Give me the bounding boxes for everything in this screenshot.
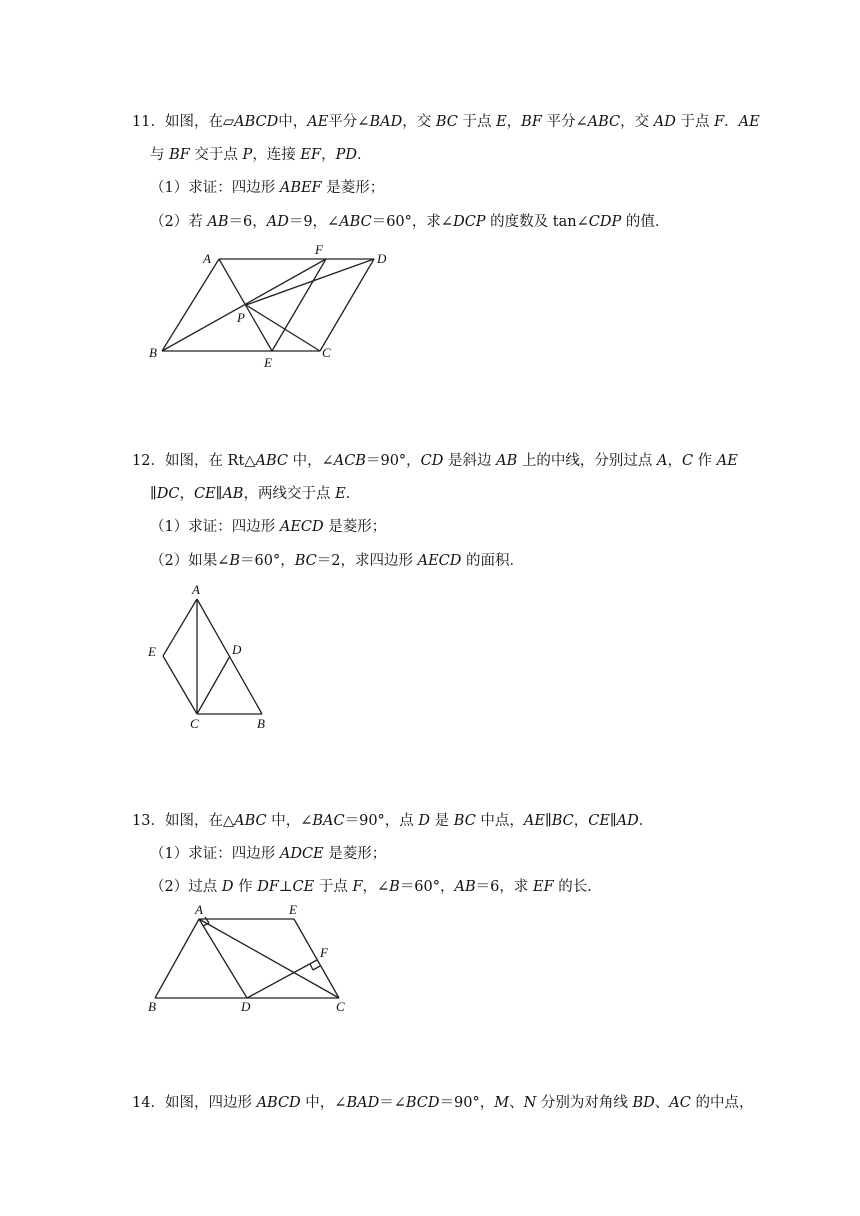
p13-line-1: 13．如图，在△ABC 中，∠BAC＝90°，点 D 是 BC 中点，AE∥BC，CE∥AD．	[132, 813, 654, 829]
p13-label-F: F	[320, 945, 328, 960]
p13-label-B: B	[148, 999, 156, 1014]
p12-label-E: E	[148, 644, 156, 659]
p13-edge-EC	[294, 919, 339, 998]
p13-edge-AB	[155, 919, 199, 998]
p11-part-1: （1）求证：四边形 ABEF 是菱形；	[150, 180, 385, 196]
p12-part-2: （2）如果∠B＝60°，BC＝2，求四边形 AECD 的面积．	[150, 553, 524, 569]
p14-line-1: 14．如图，四边形 ABCD 中，∠BAD＝∠BCD＝90°，M、N 分别为对角线 BD、AC 的中点，	[132, 1095, 754, 1111]
p12-label-A: A	[192, 582, 200, 597]
p11-label-F: F	[315, 242, 323, 257]
p13-label-C: C	[336, 999, 345, 1014]
p13-label-E: E	[289, 902, 297, 917]
p12-line-1: 12．如图，在 Rt△ABC 中，∠ACB＝90°，CD 是斜边 AB 上的中线，分别过点 A，C 作 AE	[132, 453, 738, 469]
p13-right-angle-F2	[313, 966, 320, 970]
p13-right-angle-F1	[310, 964, 313, 970]
p13-edge-AD	[199, 919, 247, 998]
p13-part-1: （1）求证：四边形 ADCE 是菱形；	[150, 846, 387, 862]
p11-line-2: 与 BF 交于点 P，连接 EF，PD．	[150, 147, 372, 163]
p11-label-P: P	[237, 310, 245, 325]
p11-label-C: C	[322, 345, 331, 360]
p11-part-2: （2）若 AB＝6，AD＝9，∠ABC＝60°，求∠DCP 的度数及 tan∠CDP 的值．	[150, 214, 670, 230]
p11-label-A: A	[203, 251, 211, 266]
p12-line-2: ∥DC，CE∥AB，两线交于点 E．	[150, 486, 361, 502]
p12-label-D: D	[232, 642, 242, 657]
p11-label-E: E	[264, 355, 272, 370]
p13-label-D: D	[241, 999, 251, 1014]
p11-label-D: D	[377, 251, 387, 266]
p13-label-A: A	[195, 902, 203, 917]
p13-part-2: （2）过点 D 作 DF⊥CE 于点 F，∠B＝60°，AB＝6，求 EF 的长．	[150, 879, 602, 895]
p12-label-B: B	[257, 716, 265, 731]
p11-line-1: 11．如图，在▱ABCD中，AE平分∠BAD，交 BC 于点 E，BF 平分∠ABC，交 AD 于点 F．AE	[132, 114, 760, 130]
p12-label-C: C	[190, 716, 199, 731]
p12-part-1: （1）求证：四边形 AECD 是菱形；	[150, 519, 387, 535]
p11-label-B: B	[149, 345, 157, 360]
